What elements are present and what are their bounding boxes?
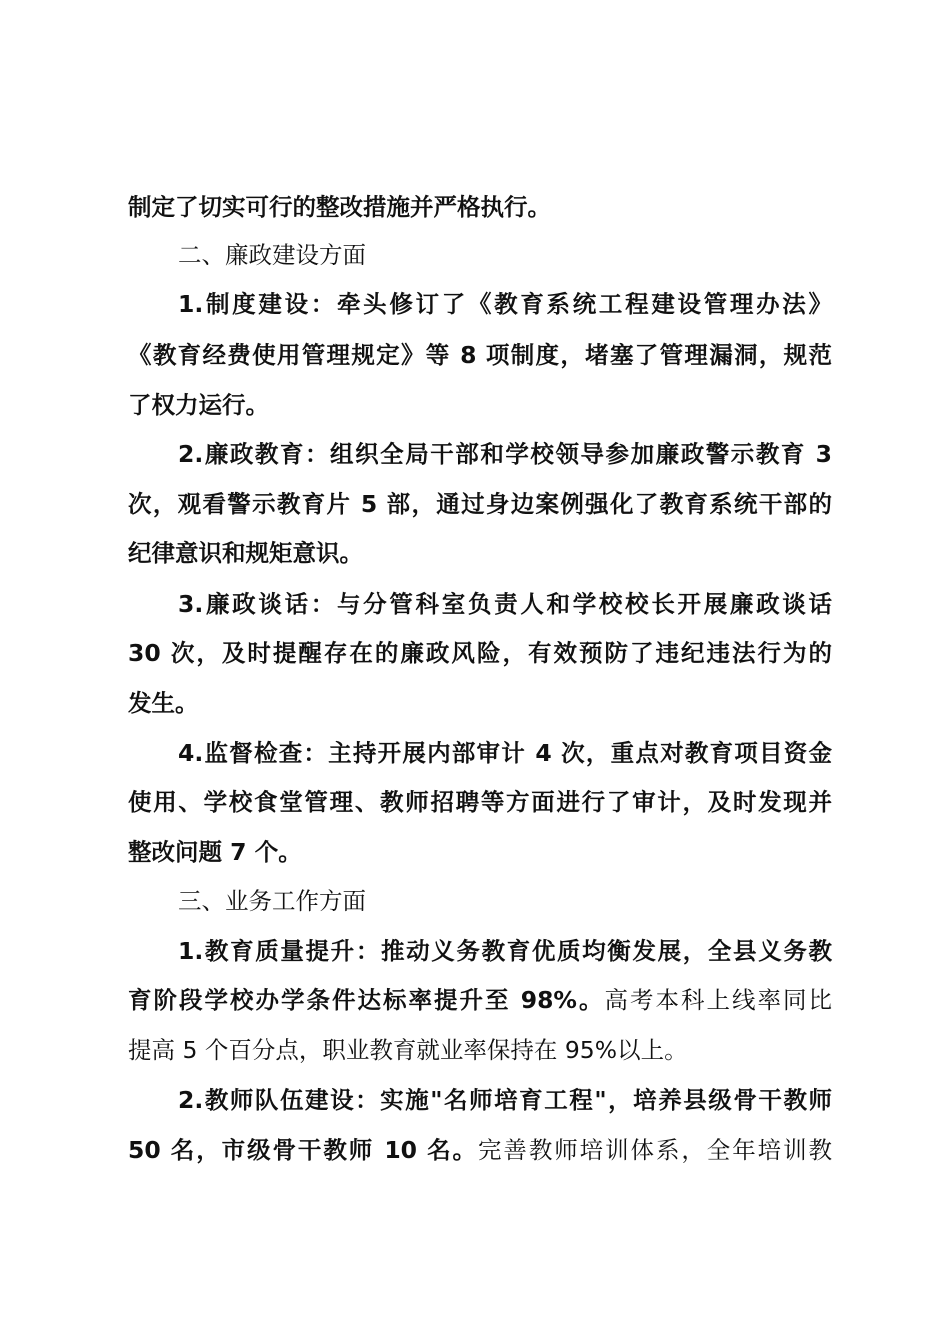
line-bold-text: 2.廉政教育：组织全局干部和学校领导参加廉政警示教育 3: [178, 440, 832, 468]
line-bold-text: 次，观看警示教育片 5 部，通过身边案例强化了教育系统干部的: [128, 490, 832, 518]
line-bold-text: 1.制度建设：牵头修订了《教育系统工程建设管理办法》: [178, 290, 832, 318]
paragraph-line: [178, 733, 832, 773]
line-normal-text: 提高 5 个百分点，职业教育就业率保持在 95%以上。: [128, 1036, 688, 1064]
paragraph-line: [178, 1080, 832, 1120]
line-bold-text: 育阶段学校办学条件达标率提升至 98%。: [128, 986, 605, 1014]
line-bold-text: 使用、学校食堂管理、教师招聘等方面进行了审计，及时发现并: [128, 788, 832, 816]
paragraph-line: [128, 683, 832, 723]
line-normal-text: 完善教师培训体系，全年培训教: [477, 1136, 833, 1164]
line-bold-text: 发生。: [128, 689, 199, 717]
paragraph-line: [128, 782, 832, 822]
paragraph-line: [128, 533, 832, 573]
paragraph-line: [128, 335, 832, 375]
line-bold-text: 50 名，市级骨干教师 10 名。: [128, 1136, 478, 1164]
line-normal-text: 高考本科上线率同比: [604, 986, 833, 1014]
paragraph-line: [178, 584, 832, 624]
paragraph-line: [128, 187, 832, 227]
line-bold-text: 2.教师队伍建设：实施"名师培育工程"，培养县级骨干教师: [178, 1086, 832, 1114]
paragraph-line: [128, 484, 832, 524]
line-bold-text: 《教育经费使用管理规定》等 8 项制度，堵塞了管理漏洞，规范: [128, 341, 832, 369]
paragraph-line: [178, 434, 832, 474]
section-heading: [178, 235, 832, 275]
line-bold-text: 制定了切实可行的整改措施并严格执行。: [128, 193, 551, 221]
paragraph-line: [128, 1030, 832, 1070]
paragraph-line: [128, 832, 832, 872]
paragraph-line: [128, 633, 832, 673]
paragraph-line: [178, 284, 832, 324]
line-bold-text: 1.教育质量提升：推动义务教育优质均衡发展，全县义务教: [178, 937, 832, 965]
paragraph-line: [178, 931, 832, 971]
paragraph-line: [128, 1130, 832, 1170]
line-bold-text: 3.廉政谈话：与分管科室负责人和学校校长开展廉政谈话: [178, 590, 832, 618]
paragraph-line: [128, 980, 832, 1020]
line-bold-text: 整改问题 7 个。: [128, 838, 302, 866]
heading-text: 二、廉政建设方面: [178, 241, 366, 269]
heading-text: 三、业务工作方面: [178, 887, 366, 915]
paragraph-line: [128, 385, 832, 425]
line-bold-text: 纪律意识和规矩意识。: [128, 539, 363, 567]
line-bold-text: 了权力运行。: [128, 391, 269, 419]
line-bold-text: 4.监督检查：主持开展内部审计 4 次，重点对教育项目资金: [178, 739, 832, 767]
line-bold-text: 30 次，及时提醒存在的廉政风险，有效预防了违纪违法行为的: [128, 639, 832, 667]
section-heading: [178, 881, 832, 921]
